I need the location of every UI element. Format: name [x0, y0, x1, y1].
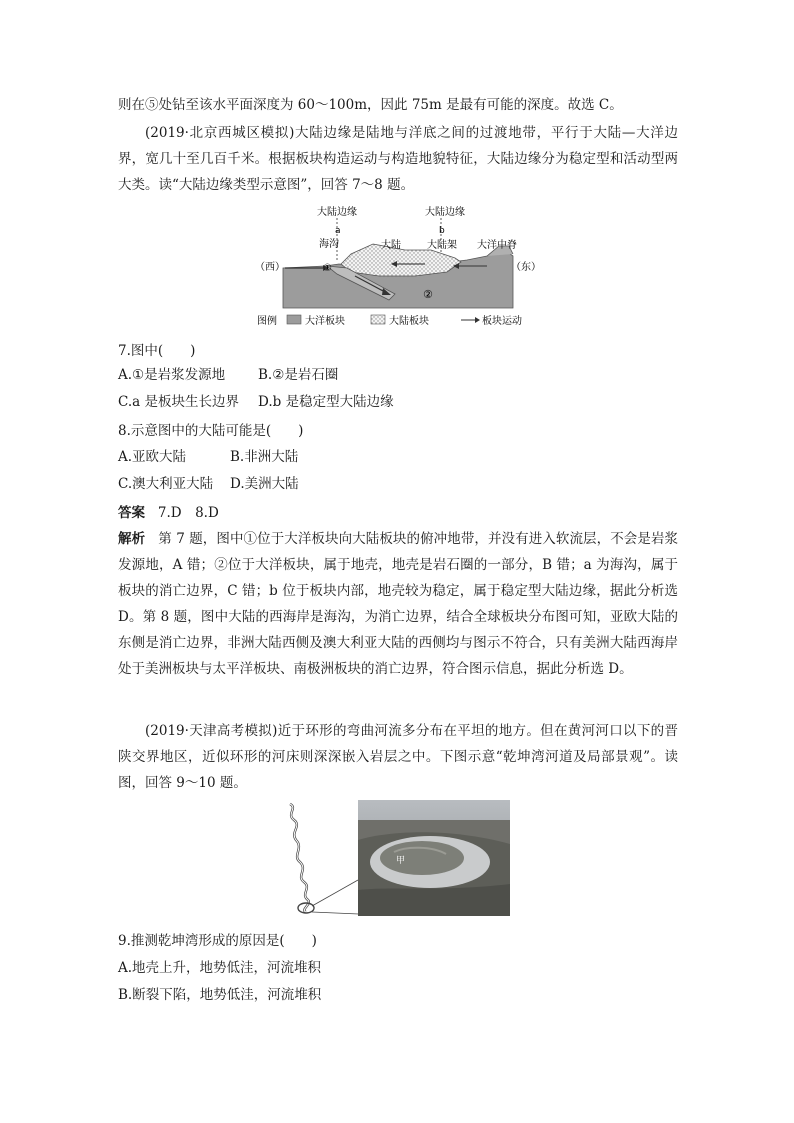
q9-option-b[interactable]: B.断裂下陷，地势低洼，河流堆积 — [118, 987, 322, 1003]
legend-continent-label: 大陆板块 — [389, 316, 429, 327]
label-jia: 甲 — [396, 856, 406, 866]
intro-line: 则在⑤处钻至该水平面深度为 60～100m，因此 75m 是最有可能的深度。故选 C。 — [118, 97, 623, 113]
river-map-line — [290, 804, 309, 912]
legend-ocean-swatch — [287, 315, 301, 324]
analysis-text: 第 7 题，图中①位于大洋板块向大陆板块的俯冲地带，并没有进入软流层，不会是岩浆发源地，A 错；②位于大洋板块，属于地壳，地壳是岩石圈的一部分，B 错；a 为海沟，属于板块的消亡边界，C 错；b 位于板块内部，地壳较为稳定，属于稳定型大陆边缘，据此分析选 D。第 8 题，图中大陆的西海岸是海沟，为消亡边界，结合全球板块分布图可知，亚欧大陆的东侧是消亡边界，非洲大陆西侧及澳大利亚大陆的西侧均与图示不符合，只有美洲大陆西海岸处于美洲板块与太平洋板块、南极洲板块的消亡边界，符合图示信息，据此分析选 D。 — [118, 531, 679, 677]
answer-line — [118, 500, 219, 526]
q7-option-a[interactable]: A.①是岩浆发源地 — [118, 367, 226, 383]
q7-option-b[interactable]: B.②是岩石圈 — [258, 367, 339, 383]
q8-options-row1 — [118, 444, 298, 471]
q7-option-c[interactable]: C.a 是板块生长边界 — [118, 394, 239, 410]
legend-ocean-label: 大洋板块 — [305, 316, 345, 327]
legend-motion-label: 板块运动 — [482, 316, 522, 327]
passage-plate-margin: (2019·北京西城区模拟)大陆边缘是陆地与洋底之间的过渡地带，平行于大陆—大洋边界，宽几十至几百千米。根据板块构造运动与构造地貌特征，大陆边缘分为稳定型和活动型两大类。读“大陆边缘类型示意图”，回答 7～8 题。 — [118, 125, 678, 193]
q8-option-c[interactable]: C.澳大利亚大陆 — [118, 476, 214, 492]
q8-option-b[interactable]: B.非洲大陆 — [230, 449, 299, 465]
label-east: （东） — [511, 262, 541, 273]
label-margin-b: 大陆边缘 — [425, 207, 465, 218]
label-ridge: 大洋中脊 — [477, 240, 517, 251]
q8-option-a[interactable]: A.亚欧大陆 — [118, 449, 187, 465]
legend-continent-swatch — [371, 315, 385, 324]
q7-option-d[interactable]: D.b 是稳定型大陆边缘 — [258, 394, 394, 410]
q8-stem: 8.示意图中的大陆可能是( ) — [118, 423, 304, 439]
q9-option-a[interactable]: A.地壳上升，地势低洼，河流堆积 — [118, 960, 322, 976]
legend-title: 图例 — [257, 316, 277, 327]
label-b: b — [439, 226, 445, 236]
analysis-paragraph — [118, 526, 678, 682]
label-continent: 大陆 — [381, 240, 401, 251]
label-circle-2: ② — [423, 288, 433, 301]
label-shelf: 大陆架 — [427, 240, 457, 251]
q9-stem: 9.推测乾坤湾形成的原因是( ) — [118, 933, 317, 949]
answer-label: 答案 — [118, 505, 145, 521]
q7-stem: 7.图中( ) — [118, 343, 196, 359]
q7-options-row1 — [118, 362, 338, 389]
label-margin-a: 大陆边缘 — [317, 207, 357, 218]
label-a: a — [335, 226, 341, 236]
answer-text: 7.D 8.D — [157, 505, 219, 521]
label-trench: 海沟 — [319, 239, 339, 250]
passage-qiankun-bay: (2019·天津高考模拟)近于环形的弯曲河流多分布在平坦的地方。但在黄河河口以下的晋陕交界地区，近似环形的河床则深深嵌入岩层之中。下图示意“乾坤湾河道及局部景观”。读图，回答 9～10 题。 — [118, 723, 678, 791]
q8-options-row2 — [118, 471, 299, 498]
analysis-label: 解析 — [118, 531, 146, 547]
label-circle-1: ① — [323, 263, 332, 274]
continental-margin-diagram — [255, 202, 545, 330]
qiankun-bay-figure — [282, 800, 512, 918]
q7-options-row2 — [118, 389, 394, 416]
label-west: （西） — [255, 262, 285, 273]
q8-option-d[interactable]: D.美洲大陆 — [230, 476, 299, 492]
